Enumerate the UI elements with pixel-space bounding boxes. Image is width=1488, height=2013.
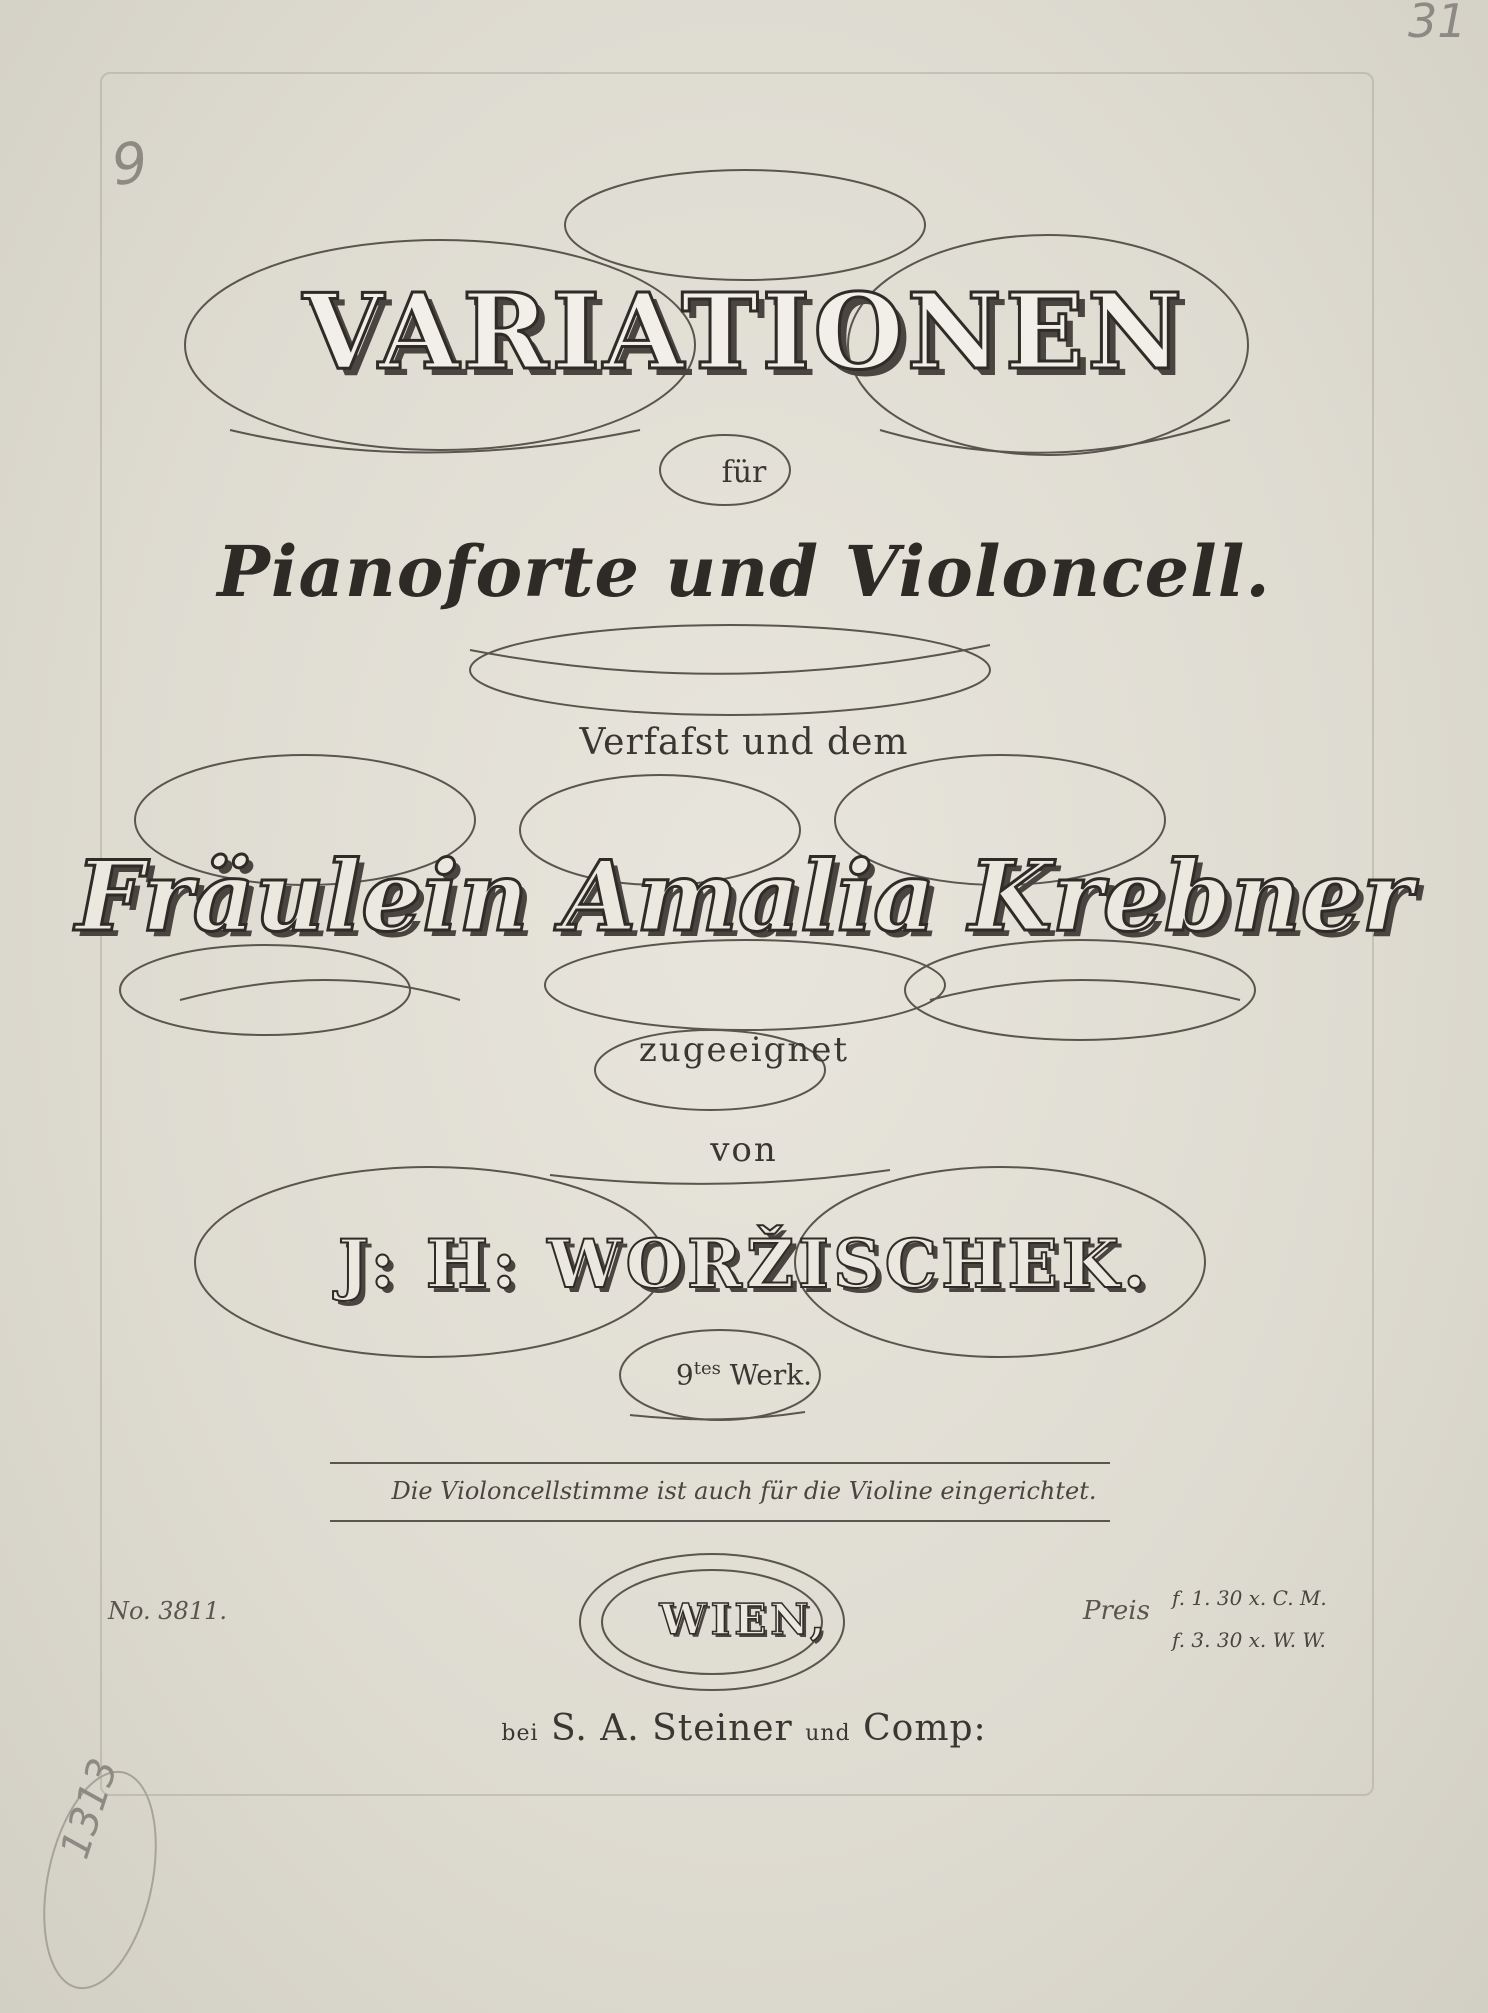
price-line-2: f. 3. 30 x. W. W. xyxy=(1172,1628,1326,1652)
von-text: von xyxy=(710,1130,778,1170)
price-label: Preis xyxy=(1083,1596,1150,1626)
pencil-stamp-number: 1313 xyxy=(52,1753,128,1865)
instrumentation: Pianoforte und Violoncell. xyxy=(217,530,1271,613)
violin-note: Die Violoncellstimme ist auch für die Violine eingerichtet. xyxy=(391,1477,1097,1505)
publisher-comp: Comp: xyxy=(863,1708,987,1749)
composer-name: J: H: WORŽISCHEK. xyxy=(337,1225,1151,1303)
city-name: WIEN, xyxy=(659,1595,829,1644)
publisher-prefix: bei xyxy=(501,1721,539,1746)
zugeeignet-text: zugeeignet xyxy=(638,1030,850,1070)
opus-number-value: 9 xyxy=(675,1358,694,1392)
verfasst-text: Verfafst und dem xyxy=(579,722,909,763)
work-title: VARIATIONEN xyxy=(302,270,1186,393)
price-line-1: f. 1. 30 x. C. M. xyxy=(1172,1586,1327,1610)
pencil-mark-top-left: 9 xyxy=(107,129,152,200)
publisher-name: S. A. Steiner xyxy=(550,1708,793,1749)
dedicatee-name: Fräulein Amalia Krebner xyxy=(75,840,1413,953)
plate-number: No. 3811. xyxy=(108,1597,227,1625)
opus-suffix: tes xyxy=(693,1358,721,1379)
pencil-mark-top-right: 31 xyxy=(1408,0,1467,48)
fuer-text: für xyxy=(721,455,767,490)
publisher-und: und xyxy=(805,1721,851,1746)
opus-word: Werk. xyxy=(729,1358,813,1392)
